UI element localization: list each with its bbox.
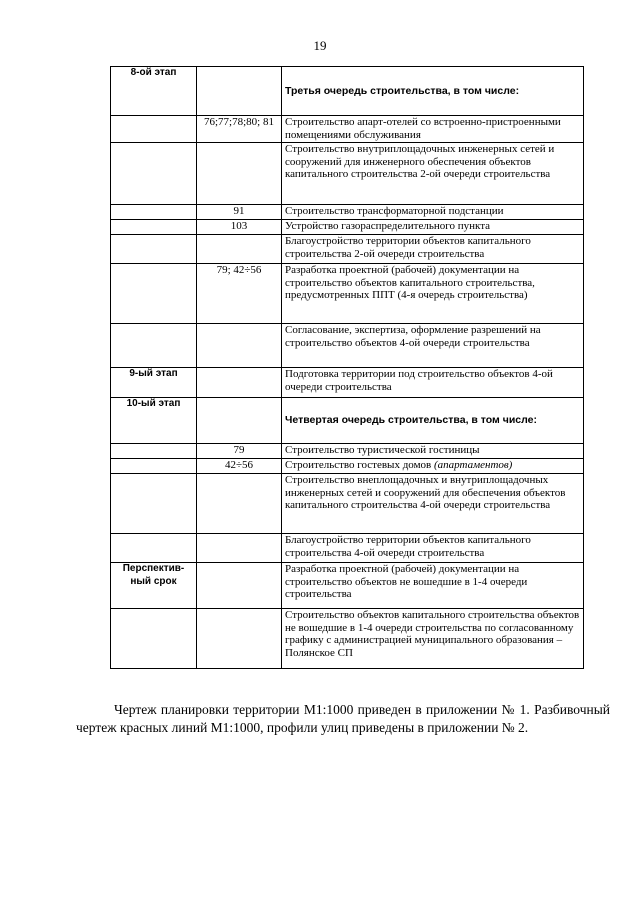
description-cell: Благоустройство территории объектов капитального строительства 4-ой очереди строительства [282,534,584,563]
table-row [111,205,584,220]
table-row [111,459,584,474]
footer-paragraph: Чертеж планировки территории М1:1000 приведен в приложении № 1. Разбивочный чертеж красных линий М1:1000, профили улиц приведены в приложении № 2. [76,701,610,735]
description-cell: Строительство апарт-отелей со встроенно-пристроенными помещениями обслуживания [282,116,584,143]
objects-cell: 42÷56 [197,459,282,474]
table-row [111,563,584,609]
objects-cell [197,235,282,264]
objects-cell [197,534,282,563]
objects-cell [197,143,282,205]
description-italic-text: (апартаментов) [433,459,513,471]
table-row [111,474,584,534]
description-cell: Строительство трансформаторной подстанции [282,205,584,220]
stage-cell [111,235,197,264]
table-row [111,534,584,563]
stage-cell: 8-ой этап [111,67,197,116]
table-row [111,220,584,235]
objects-cell: 91 [197,205,282,220]
description-cell: Строительство внутриплощадочных инженерных сетей и сооружений для инженерного обеспечения объектов капитального строительства 2-ой очереди строительства [282,143,584,205]
objects-cell [197,563,282,609]
page-number: 19 [313,38,327,53]
stage-cell [111,116,197,143]
stage-cell [111,205,197,220]
description-cell: Строительство объектов капитального строительства объектов не вошедшие в 1-4 очереди строительства по согласованному графику с администрацией муниципального образования – Полянское СП [282,609,584,669]
description-text: Строительство гостевых домов [285,459,434,471]
table-row [111,398,584,444]
objects-cell: 76;77;78;80; 81 [197,116,282,143]
stage-cell [111,474,197,534]
description-cell: Строительство туристической гостиницы [282,444,584,459]
objects-cell [197,609,282,669]
objects-cell [197,324,282,368]
stage-cell: 10-ый этап [111,398,197,444]
objects-cell: 103 [197,220,282,235]
stage-cell: Перспектив-ный срок [111,563,197,609]
objects-cell [197,368,282,398]
objects-cell [197,67,282,116]
table-row [111,235,584,264]
table-row [111,264,584,324]
description-cell: Благоустройство территории объектов капитального строительства 2-ой очереди строительства [282,235,584,264]
description-cell: Третья очередь строительства, в том числе: [282,67,584,116]
description-cell: Подготовка территории под строительство объектов 4-ой очереди строительства [282,368,584,398]
description-cell: Разработка проектной (рабочей) документации на строительство объектов капитального строительства, предусмотренных ППТ (4-я очередь строительства) [282,264,584,324]
stage-cell [111,324,197,368]
stage-cell [111,534,197,563]
construction-stages-table [110,66,584,669]
stage-cell [111,143,197,205]
description-cell: Строительство внеплощадочных и внутриплощадочных инженерных сетей и сооружений для обеспечения объектов капитального строительства 4-ой очереди строительства [282,474,584,534]
table-row [111,609,584,669]
stage-cell [111,220,197,235]
stage-cell [111,459,197,474]
description-cell: Устройство газораспределительного пункта [282,220,584,235]
table-row [111,67,584,116]
description-cell: Четвертая очередь строительства, в том числе: [282,398,584,444]
stage-cell [111,444,197,459]
stage-cell [111,264,197,324]
description-cell [282,459,584,474]
description-cell: Согласование, экспертиза, оформление разрешений на строительство объектов 4-ой очереди строительства [282,324,584,368]
table-row [111,143,584,205]
stage-cell: 9-ый этап [111,368,197,398]
table-row [111,368,584,398]
table-row [111,324,584,368]
objects-cell [197,474,282,534]
stage-cell [111,609,197,669]
table-row [111,116,584,143]
objects-cell [197,398,282,444]
description-cell: Разработка проектной (рабочей) документации на строительство объектов не вошедшие в 1-4 очереди строительства [282,563,584,609]
objects-cell: 79; 42÷56 [197,264,282,324]
table-row [111,444,584,459]
objects-cell: 79 [197,444,282,459]
